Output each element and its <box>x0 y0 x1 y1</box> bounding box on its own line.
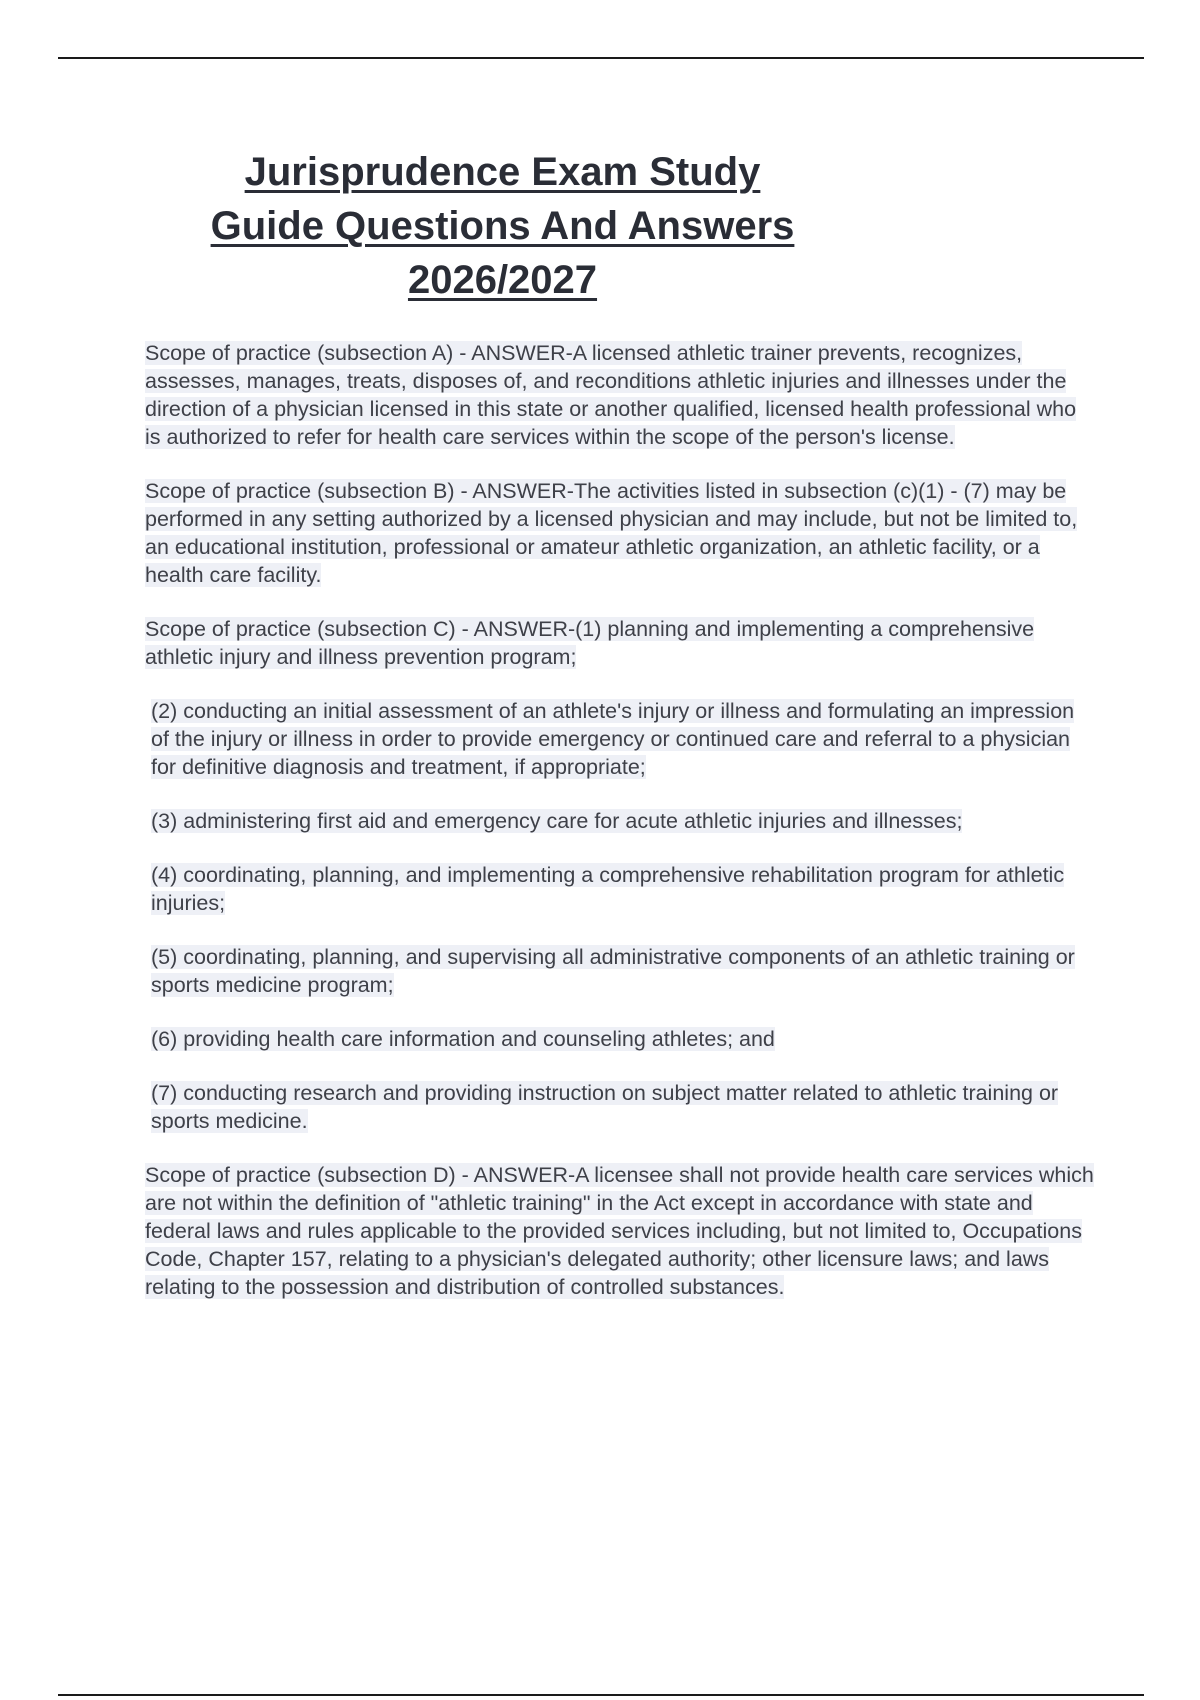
paragraph-text: Scope of practice (subsection B) - ANSWER-The activities listed in subsection (c)(1) - (7) may be performed in any setting authorized by a licensed physician and may include, but not be limited to, an educational institution, professional or amateur athletic organization, an athletic facility, or a health care facility. <box>145 479 1078 587</box>
paragraph-text: (5) coordinating, planning, and supervising all administrative components of an athletic training or sports medicine program; <box>151 945 1075 997</box>
paragraph-subsection-a <box>145 339 1095 451</box>
paragraph-subsection-b <box>145 477 1095 589</box>
paragraph-subsection-c <box>145 615 1095 671</box>
paragraph-text: Scope of practice (subsection A) - ANSWER-A licensed athletic trainer prevents, recognizes, assesses, manages, treats, disposes of, and reconditions athletic injuries and illnesses under the direction of a physician licensed in this state or another qualified, licensed health professional who is authorized to refer for health care services within the scope of the person's license. <box>145 341 1077 449</box>
top-rule <box>58 57 1144 59</box>
list-item-6 <box>145 1025 1095 1053</box>
paragraph-text: (3) administering first aid and emergency care for acute athletic injuries and illnesses; <box>151 809 963 833</box>
bottom-rule <box>58 1694 1144 1696</box>
list-item-3 <box>145 807 1095 835</box>
document-body <box>145 339 1095 1327</box>
title-line-2: Guide Questions And Answers <box>210 204 795 248</box>
paragraph-text: (2) conducting an initial assessment of an athlete's injury or illness and formulating an impression of the injury or illness in order to provide emergency or continued care and referral to a physician for definitive diagnosis and treatment, if appropriate; <box>151 699 1075 779</box>
paragraph-text: (4) coordinating, planning, and implementing a comprehensive rehabilitation program for athletic injuries; <box>151 863 1065 915</box>
paragraph-subsection-d <box>145 1161 1095 1301</box>
list-item-5 <box>145 943 1095 999</box>
list-item-4 <box>145 861 1095 917</box>
title-line-1: Jurisprudence Exam Study <box>244 150 761 194</box>
title-line-3: 2026/2027 <box>407 258 598 302</box>
list-item-2 <box>145 697 1095 781</box>
document-title <box>140 145 865 307</box>
paragraph-text: Scope of practice (subsection C) - ANSWER-(1) planning and implementing a comprehensive athletic injury and illness prevention program; <box>145 617 1035 669</box>
paragraph-text: (6) providing health care information and counseling athletes; and <box>151 1027 775 1051</box>
list-item-7 <box>145 1079 1095 1135</box>
paragraph-text: Scope of practice (subsection D) - ANSWER-A licensee shall not provide health care services which are not within the definition of "athletic training" in the Act except in accordance with state and federal laws and rules applicable to the provided services including, but not limited to, Occupations Code, Chapter 157, relating to a physician's delegated authority; other licensure laws; and laws relating to the possession and distribution of controlled substances. <box>145 1163 1094 1299</box>
paragraph-text: (7) conducting research and providing instruction on subject matter related to athletic training or sports medicine. <box>151 1081 1059 1133</box>
